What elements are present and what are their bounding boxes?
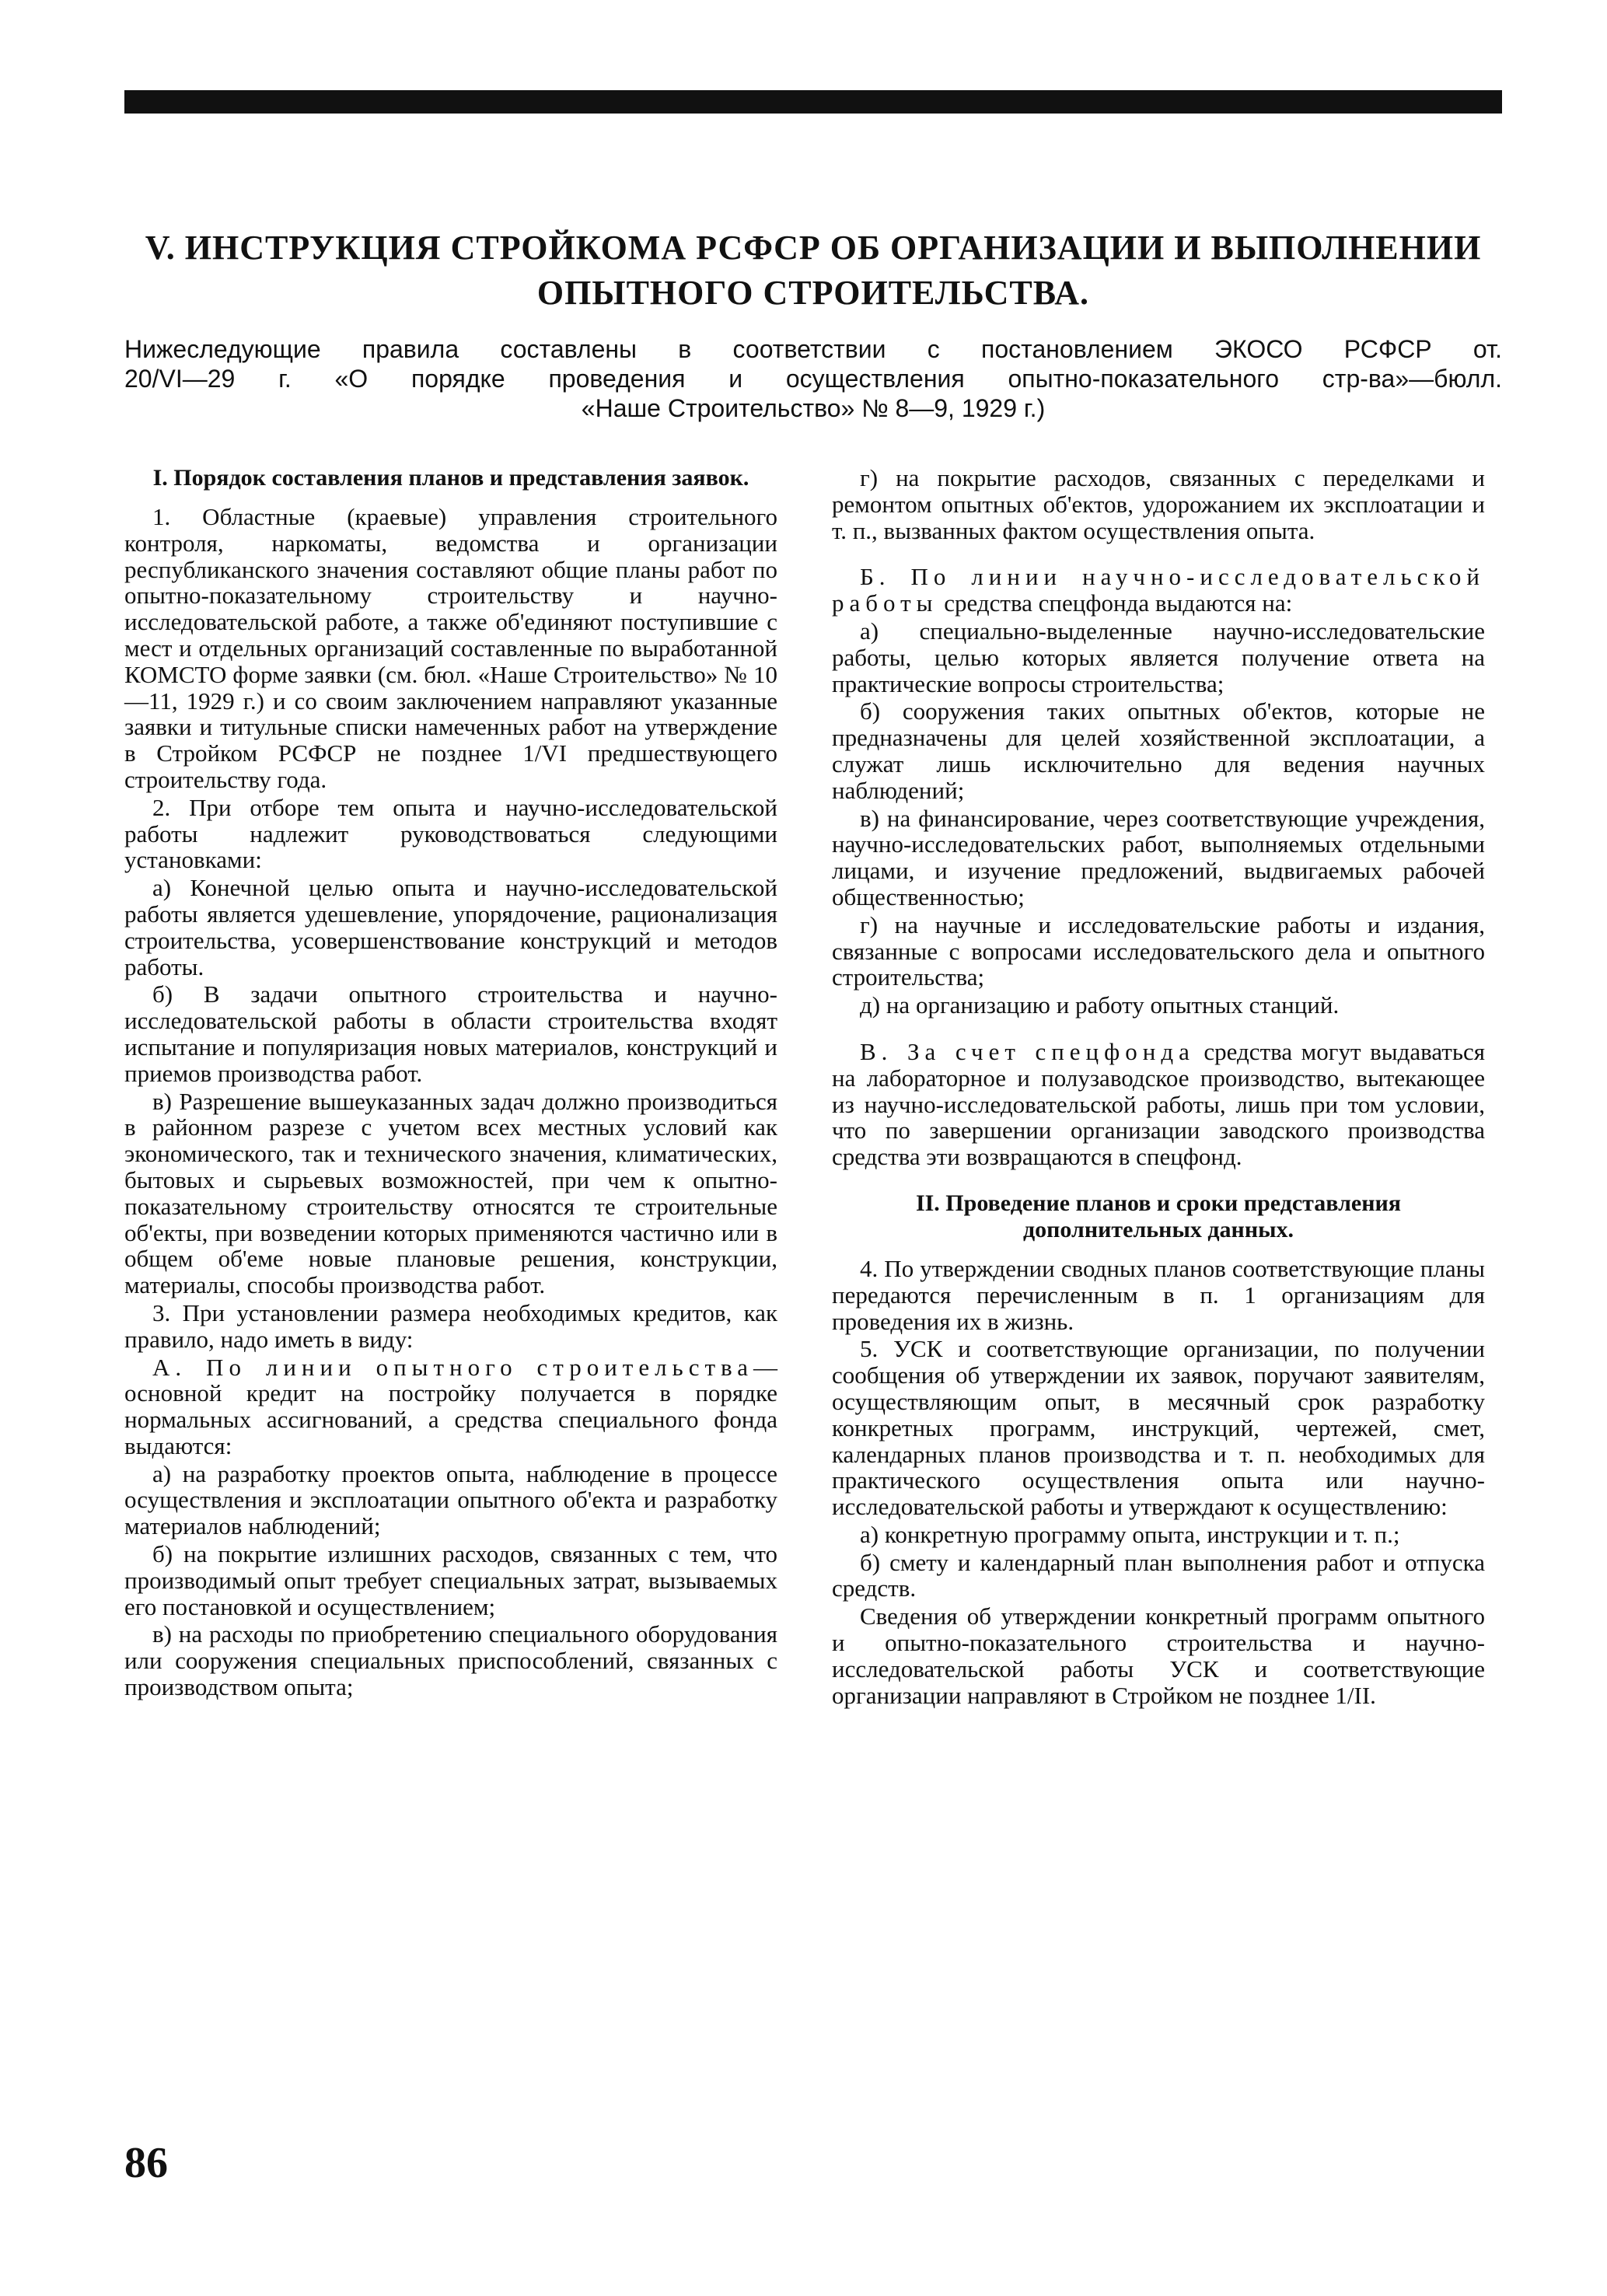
top-rule <box>124 90 1502 114</box>
paragraph-b-lead-block <box>832 564 1485 617</box>
spaced-lead-a: А. По линии опытного строительства <box>152 1353 753 1381</box>
section-heading-2: II. Проведение планов и сроки представления дополнительных данных. <box>915 1190 1402 1242</box>
title-line-1: V. ИНСТРУКЦИЯ СТРОЙКОМА РСФСР ОБ ОРГАНИЗАЦИИ И ВЫПОЛНЕНИИ <box>145 229 1482 267</box>
paragraph-b-d: д) на организацию и работу опытных станций. <box>860 991 1340 1019</box>
paragraph-2a: а) Конечной целью опыта и научно-исследовательской работы является удешевление, упорядочение, рационализация строительства, усовершенствование конструкций и методов работы. <box>124 874 777 980</box>
paragraph-b-v: в) на финансирование, через соответствующие учреждения, научно-исследовательских работ, выполняемых отдельными лицами, и изучение предложений, выдвигаемых рабочей общественностью; <box>832 804 1485 910</box>
intro-line-1: Нижеследующие правила составлены в соответствии с постановлением ЭКОСО РСФСР от. <box>124 335 1502 363</box>
spaced-lead-v: В. За счет спецфонда <box>860 1037 1195 1065</box>
intro-line-2: 20/VI—29 г. «О порядке проведения и осуществления опытно-показательного стр-ва»—бюлл. <box>124 365 1502 393</box>
paragraph-5: 5. УСК и соответствующие организации, по получении сообщения об утверждении их заявок, поручают заявителям, осуществляющим опыт, в месячный срок разработку конкретных программ, инструкций, чертежей, смет, календарных планов производства и т. п. необходимых для практического осуществления опыта или научно-исследовательской работы и утверждают к осуществлению: <box>832 1335 1485 1521</box>
intro-line-3: «Наше Строительство» № 8—9, 1929 г.) <box>581 394 1046 422</box>
paragraph-5b: б) смету и календарный план выполнения работ и отпуска средств. <box>832 1548 1485 1602</box>
paragraph-a-lead-block <box>124 1354 777 1459</box>
paragraph-v-rest: средства могут выдаваться на лабораторное и полузаводское производство, вытекающее из научно-исследовательской работы, лишь при том условии, что по завершении организации заводского производства средства эти возвращаются в спецфонд. <box>832 1037 1485 1171</box>
paragraph-4: 4. По утверждении сводных планов соответствующие планы передаются перечисленным в п. 1 организациям для проведения их в жизнь. <box>832 1254 1485 1335</box>
paragraph-a-v: в) на расходы по приобретению специального оборудования или сооружения специальных приспособлений, связанных с производством опыта; <box>124 1620 777 1701</box>
paragraph-b-b: б) сооружения таких опытных об'ектов, которые не предназначены для целей хозяйственной эксплоатации, а служат лишь исключительно для ведения научных наблюдений; <box>832 697 1485 804</box>
paragraph-5a: а) конкретную программу опыта, инструкции и т. п.; <box>860 1520 1400 1548</box>
paragraph-a-b: б) на покрытие излишних расходов, связанных с тем, что производимый опыт требует специальных затрат, вызываемых его постановкой и осуществлением; <box>124 1540 777 1620</box>
paragraph-v-lead-block <box>832 1039 1485 1170</box>
paragraph-a-rest: —основной кредит на постройку получается в порядке нормальных ассигнований, а средства специального фонда выдаются: <box>124 1353 777 1459</box>
paragraph-b-rest: средства спецфонда выдаются на: <box>938 589 1293 617</box>
paragraph-a-g: г) на покрытие расходов, связанных с переделками и ремонтом опытных об'ектов, удорожанием их эксплоатации и т. п., вызванных фактом осуществления опыта. <box>832 464 1485 544</box>
right-column <box>832 465 1485 1710</box>
paragraph-2: 2. При отборе тем опыта и научно-исследовательской работы надлежит руководствоваться следующими установками: <box>124 793 777 874</box>
paragraph-6: Сведения об утверждении конкретный программ опытного и опытно-показательного строительства и научно-исследовательской работы УСК и соответствующие организации направляют в Стройком не позднее 1/II. <box>832 1602 1485 1709</box>
page-title <box>124 225 1502 316</box>
left-column <box>124 465 777 1702</box>
paragraph-a-a: а) на разработку проектов опыта, наблюдение в процессе осуществления и эксплоатации опытного об'екта и разработку материалов наблюдений; <box>124 1459 777 1540</box>
paragraph-1: 1. Областные (краевые) управления строительного контроля, наркоматы, ведомства и организации республиканского значения составляют общие планы работ по опытно-показательному строительству и научно-исследовательской работе, а также об'единяют поступившие с мест и отдельных организаций составленные по выработанной КОМСТО форме заявки (см. бюл. «Наше Строительство» № 10—11, 1929 г.) и со своим заключением направляют указанные заявки и титульные списки намеченных работ на утверждение в Стройком РСФСР не позднее 1/VI предшествующего строительству года. <box>124 503 777 793</box>
page-number: 86 <box>124 2139 168 2187</box>
paragraph-2b: б) В задачи опытного строительства и научно-исследовательской работы в области строительства входят испытание и популяризация новых материалов, конструкций и приемов производства работ. <box>124 980 777 1087</box>
section-heading-1: I. Порядок составления планов и представления заявок. <box>152 465 749 491</box>
paragraph-2c: в) Разрешение вышеуказанных задач должно производиться в районном разрезе с учетом всех местных условий как экономического, так и технического значения, климатических, бытовых и сырьевых возможностей, при чем к опытно-показательному строительству относятся те строительные об'екты, при возведении которых применяются частично или в общем об'еме новые плановые решения, конструкции, материалы, способы производства работ. <box>124 1087 777 1299</box>
paragraph-3: 3. При установлении размера необходимых кредитов, как правило, надо иметь в виду: <box>124 1298 777 1353</box>
spaced-lead-b: Б. По линии научно-исследовательской работы <box>832 563 1485 617</box>
paragraph-b-a: а) специально-выделенные научно-исследовательские работы, целью которых является получение ответа на практические вопросы строительства; <box>832 617 1485 697</box>
title-line-2: ОПЫТНОГО СТРОИТЕЛЬСТВА. <box>536 274 1090 312</box>
intro-note <box>124 334 1502 423</box>
paragraph-b-g: г) на научные и исследовательские работы и издания, связанные с вопросами исследовательского дела и опытного строительства; <box>832 910 1485 991</box>
